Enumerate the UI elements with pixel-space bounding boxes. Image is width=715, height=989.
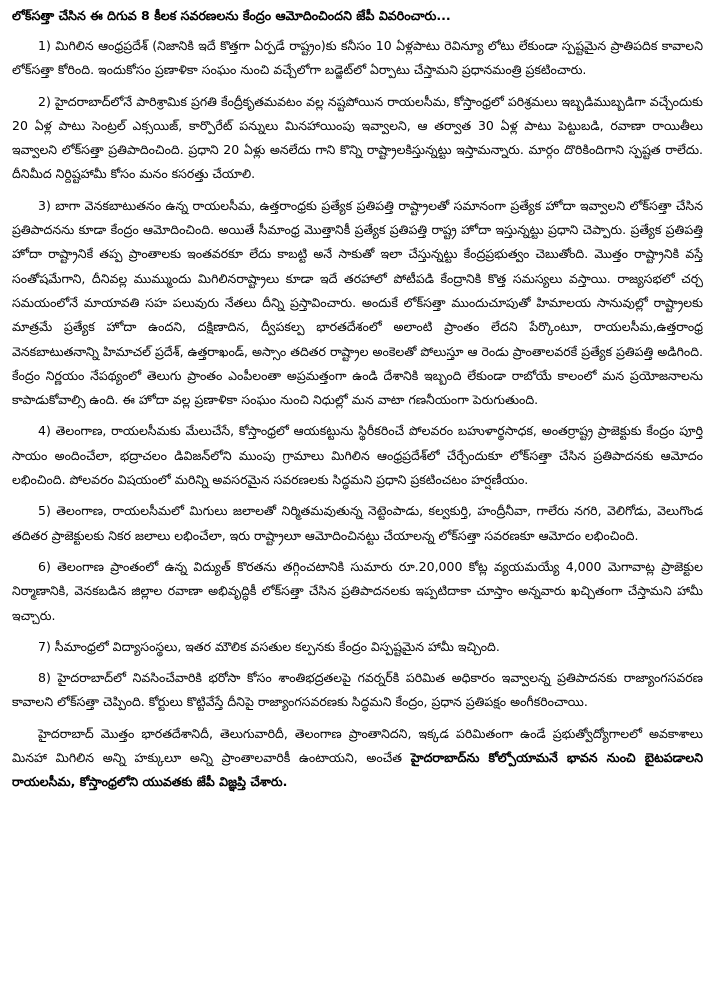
point-6-paragraph: 6) తెలంగాణ ప్రాంతంలో ఉన్న విద్యుత్ కొరతను తగ్గించటానికి సుమారు రూ.20,000 కోట్ల వ్యయమయ్యే 4,000 మెగావాట్ల ప్రాజెక్టుల నిర్మాణానికి, వెనకబడిన జిల్లాల రవాణా అభివృద్ధికీ లోక్‌సత్తా చేసిన ప్రతిపాదనలకు ఇప్పటిదాకా చూస్తాం అన్నవారు ఖచ్చితంగా చేస్తామని హామీ ఇచ్చారు.	[12, 558, 703, 623]
closing-paragraph	[12, 722, 703, 795]
closing-text: హైదరాబాద్ మొత్తం భారతదేశానిదీ, తెలుగువారిదీ, తెలంగాణ ప్రాంతానిదని, ఇక్కడ పరిమితంగా ఉండే ప్రభుత్వోద్యోగాలలో అవకాశాలు మినహా మిగిలిన అన్ని హక్కులూ అన్ని ప్రాంతాలవారికీ ఉంటాయని, అంచేత	[12, 725, 703, 766]
closing-bold-text: హైదరాబాద్‌ను కోల్పోయామనే భావన నుంచి బైటపడాలని రాయలసీమ, కోస్తాంధ్రలోని యువతకు జేపీ విజ్ఞప్తి చేశారు.	[12, 750, 703, 790]
point-2-paragraph: 2) హైదరాబాద్‌లోనే పారిశ్రామిక ప్రగతి కేంద్రీకృతమవటం వల్ల నష్టపోయిన రాయలసీమ, కోస్తాంధ్రలో పరిశ్రమలు ఇబ్బడిముబ్బడిగా వచ్చేందుకు 20 ఏళ్ల పాటు సెంట్రల్ ఎక్సయిజ్, కార్పొరేట్ పన్నులు మినహాయింపు ఇవ్వాలని, ఆ తర్వాత 30 ఏళ్ల పాటు పెట్టుబడి, రవాణా రాయితీలు ఇవ్వాలని లోక్‌సత్తా ప్రతిపాదించింది. ప్రధాని 20 ఏళ్లు అనలేదు గాని కొన్ని రాష్ట్రాలకిస్తున్నట్టు ఇస్తామన్నారు. మార్గం దొరికిందిగాని స్పష్టత రాలేదు. దీనిమీద నిర్దిష్టహామీ కోసం మనం కసరత్తు చేయాలి.	[12, 93, 703, 182]
point-8-paragraph: 8) హైదరాబాద్‌లో నివసించేవారికి భరోసా కోసం శాంతిభద్రతలపై గవర్నర్‌కి పరిమిత అధికారం ఇవ్వాలన్న ప్రతిపాదనకు రాజ్యాంగసవరణ కావాలని లోక్‌సత్తా చెప్పింది. కోర్టులు కొట్టివేస్తే దీనిపై రాజ్యాంగసవరణకు సిద్ధమని కేంద్రం, ప్రధాన ప్రతిపక్షం అంగీకరించాయి.	[12, 670, 703, 710]
point-7-paragraph: 7) సీమాంధ్రలో విద్యాసంస్థలు, ఇతర మౌలిక వసతుల కల్పనకు కేంద్రం విస్పష్టమైన హామీ ఇచ్చింది.	[38, 638, 500, 654]
point-1-paragraph: 1) మిగిలిన ఆంధ్రప్రదేశ్ (నిజానికి ఇదే కొత్తగా ఏర్పడే రాష్ట్రం)కు కనీసం 10 ఏళ్లపాటు రెవిన్యూ లోటు లేకుండా స్పష్టమైన ప్రాతిపదిక కావాలని లోక్‌సత్తా కోరింది. ఇందుకోసం ప్రణాళికా సంఘం నుంచి వచ్చేలోగా బడ్జెట్‌లో ఏర్పాటు చేస్తామని ప్రధానమంత్రి ప్రకటించారు.	[12, 38, 703, 78]
point-3-paragraph: 3) బాగా వెనకబాటుతనం ఉన్న రాయలసీమ, ఉత్తరాంధ్రకు ప్రత్యేక ప్రతిపత్తి రాష్ట్రాలతో సమానంగా ప్రత్యేక హోదా ఇవ్వాలని లోక్‌సత్తా చేసిన ప్రతిపాదనను కూడా కేంద్రం ఆమోదించింది. అయితే సీమాంధ్ర మొత్తానికీ ప్రత్యేక ప్రతిపత్తి రాష్ట్ర హోదా ఇస్తున్నట్టు ప్రధాని చెప్పారు. ప్రత్యేక ప్రతిపత్తి హోదా రాష్ట్రానికే తప్ప ప్రాంతాలకు ఇంతవరకూ లేదు కాబట్టి అనే సాకుతో ఇలా చేస్తున్నట్టు కేంద్రప్రభుత్వం చెబుతోంది. మొత్తం రాష్ట్రానికి వస్తే సంతోషమేగాని, దీనివల్ల ముమ్ముందు మిగిలినరాష్ట్రాలు కూడా ఇదే తరహాలో పోటీపడి కేంద్రానికి కొత్త సమస్యలు వస్తాయి. రాజ్యసభలో చర్చ సమయంలోనే మాయావతి సహ పలువురు నేతలు దీన్ని ప్రస్తావించారు. అందుకే లోక్‌సత్తా ముందుచూపుతో హిమాలయ సానువుల్లో రాష్ట్రాలకు మాత్రమే ప్రత్యేక హోదా ఉందని, దక్షిణాదిన, ద్వీపకల్ప భారతదేశంలో అలాంటి ప్రాంతం లేదని పేర్కొంటూ, రాయలసీమ,ఉత్తరాంధ్ర వెనకబాటుతనాన్ని హిమాచల్ ప్రదేశ్, ఉత్తరాఖండ్, అస్సాం తదితర రాష్ట్రాల అంకెలతో పోలుస్తూ ఆ రెండు ప్రాంతాలవరకే ప్రత్యేక ప్రతిపత్తి అడిగింది. కేంద్రం నిర్ణయం నేపథ్యంలో తెలుగు ప్రాంతం ఎంపీలంతా అప్రమత్తంగా ఉండి దేశానికి ఇబ్బంది లేకుండా రాబోయే కాలంలో మన ప్రయోజనాలను కాపాడుకోవాల్సి ఉంది. ఈ హోదా వల్ల ప్రణాళికా సంఘం నుంచి నిధుల్లో మన వాటా గణనీయంగా పెరుగుతుంది.	[12, 197, 703, 408]
point-5-paragraph: 5) తెలంగాణ, రాయలసీమలో మిగులు జలాలతో నిర్మితమవుతున్న నెట్టెంపాడు, కల్వకుర్తి, హంద్రీనీవా, గాలేరు నగరి, వెలిగోడు, వెలుగొండ తదితర ప్రాజెక్టులకు నికర జలాలు లభించేలా, ఇరు రాష్ట్రాలూ ఆమోదించినట్టు చేయాలన్న లోక్‌సత్తా సవరణకూ ఆమోదం లభించింది.	[12, 503, 703, 543]
document-heading: లోక్‌సత్తా చేసిన ఈ దిగువ 8 కీలక సవరణలను కేంద్రం ఆమోదించిందని జేపీ వివరించారు...	[12, 8, 451, 23]
point-4-paragraph: 4) తెలంగాణ, రాయలసీమకు మేలుచేసే, కోస్తాంధ్రలో ఆయకట్టును స్థిరీకరించే పోలవరం బహుళార్థసాధక, అంతర్రాష్ట్ర ప్రాజెక్టుకు కేంద్రం పూర్తి సాయం అందించేలా, భద్రాచలం డివిజన్‌లోని ముంపు గ్రామాలు మిగిలిన ఆంధ్రప్రదేశ్‌లో చేర్చేందుకూ లోక్‌సత్తా చేసిన ప్రతిపాదనకు ఆమోదం లభించింది. పోలవరం విషయంలో మరిన్ని అవసరమైన సవరణలకు సిద్ధమని ప్రధాని ప్రకటించటం హర్షణీయం.	[12, 423, 703, 488]
